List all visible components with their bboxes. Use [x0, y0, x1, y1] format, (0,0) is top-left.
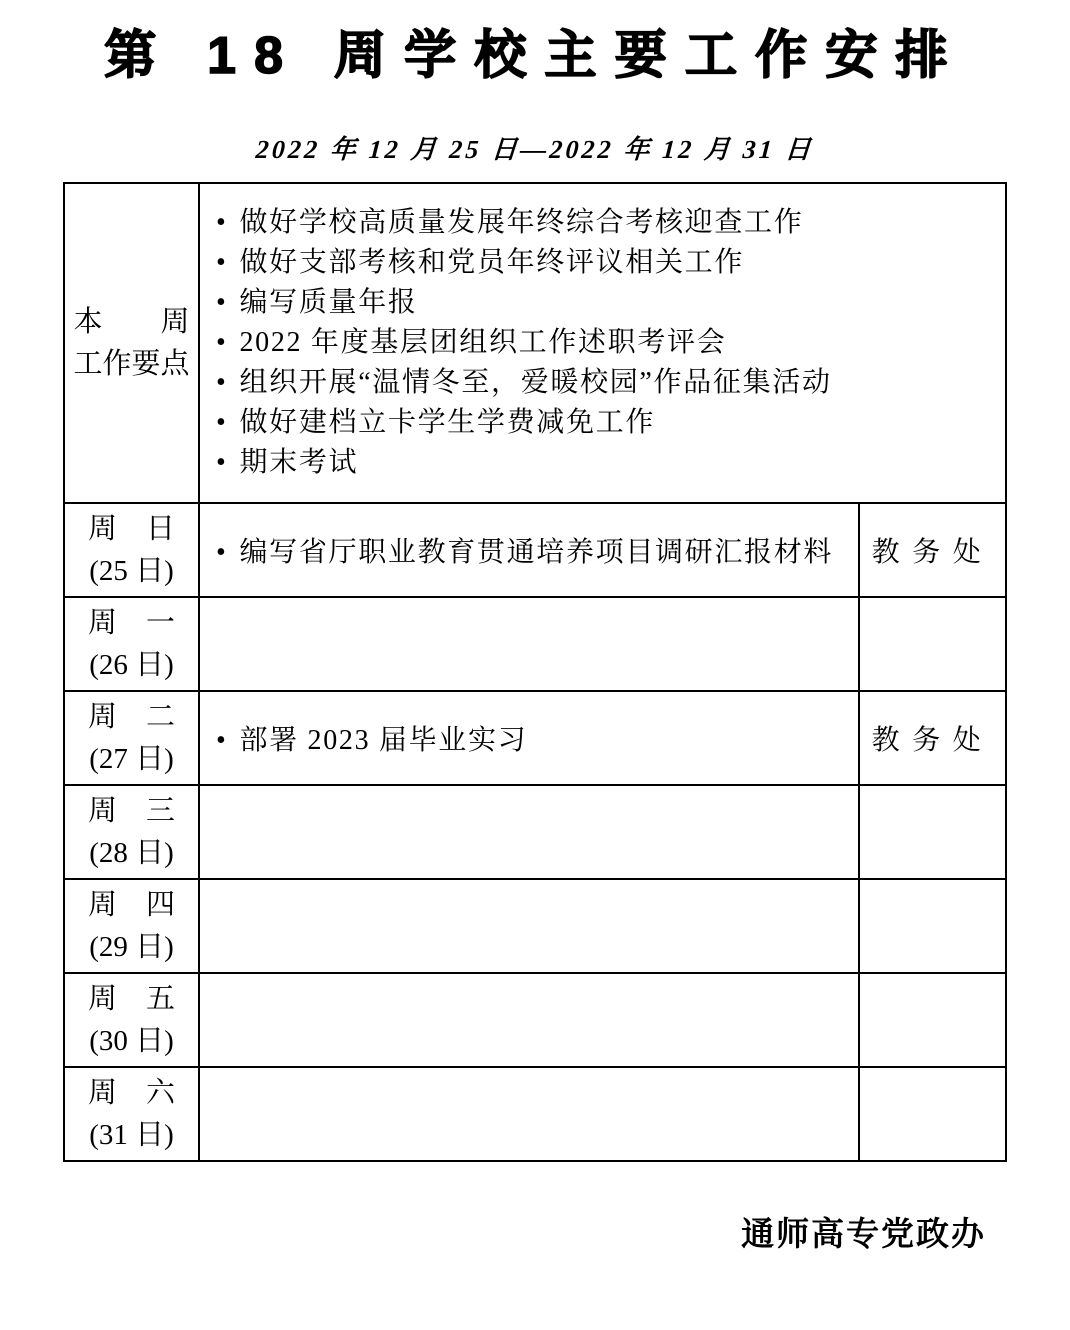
dept-cell: [859, 1067, 1006, 1161]
day-name: 周 二: [87, 701, 175, 733]
day-date: (31 日): [89, 1119, 174, 1151]
list-item: [216, 443, 997, 483]
day-name: 周 六: [87, 1077, 175, 1109]
day-date: (27 日): [89, 743, 174, 775]
task-cell: [199, 973, 859, 1067]
weekly-focus-header-line1: 本 周: [73, 306, 190, 338]
bullet-icon: •: [216, 537, 228, 568]
day-row-saturday: [64, 1067, 1006, 1161]
dept-cell: [859, 879, 1006, 973]
list-item: [216, 283, 997, 323]
day-cell: [64, 973, 199, 1067]
day-date: (29 日): [89, 931, 174, 963]
weekly-focus-cell: [199, 183, 1006, 503]
dept-cell: 教务处: [859, 503, 1006, 597]
task-cell: [199, 879, 859, 973]
task-cell: [199, 597, 859, 691]
day-date: (25 日): [89, 555, 174, 587]
signature: 通师高专党政办: [741, 1217, 986, 1253]
day-row-monday: [64, 597, 1006, 691]
focus-item-text: 期末考试: [239, 447, 359, 478]
focus-item-text: 做好支部考核和党员年终评议相关工作: [239, 247, 745, 278]
task-text: 部署 2023 届毕业实习: [239, 725, 528, 756]
day-cell: [64, 503, 199, 597]
bullet-icon: •: [216, 407, 228, 438]
day-cell: [64, 597, 199, 691]
focus-item-text: 组织开展“温情冬至，爱暖校园”作品征集活动: [239, 367, 832, 398]
focus-item-text: 做好学校高质量发展年终综合考核迎查工作: [239, 207, 804, 238]
day-row-sunday: [64, 503, 1006, 597]
page-title: 第 18 周学校主要工作安排: [104, 27, 966, 85]
dept-cell: [859, 785, 1006, 879]
day-name: 周 一: [87, 607, 175, 639]
task-cell: [199, 503, 859, 597]
list-item: [216, 403, 997, 443]
task-cell: [199, 691, 859, 785]
day-row-friday: [64, 973, 1006, 1067]
bullet-icon: •: [216, 327, 228, 358]
bullet-icon: •: [216, 247, 228, 278]
list-item: [216, 243, 997, 283]
day-name: 周 四: [87, 889, 175, 921]
day-cell: [64, 1067, 199, 1161]
day-name: 周 三: [87, 795, 175, 827]
task-text: 编写省厅职业教育贯通培养项目调研汇报材料: [239, 537, 834, 568]
focus-item-text: 2022 年度基层团组织工作述职考评会: [239, 327, 727, 358]
day-row-wednesday: [64, 785, 1006, 879]
dept-cell: 教务处: [859, 691, 1006, 785]
day-cell: [64, 785, 199, 879]
dept-cell: [859, 973, 1006, 1067]
day-date: (26 日): [89, 649, 174, 681]
list-item: [216, 203, 997, 243]
list-item: [216, 323, 997, 363]
task-cell: [199, 785, 859, 879]
day-date: (30 日): [89, 1025, 174, 1057]
weekly-focus-header: [64, 183, 199, 503]
bullet-icon: •: [216, 287, 228, 318]
bullet-icon: •: [216, 447, 228, 478]
focus-list: [216, 203, 997, 483]
day-name: 周 五: [87, 983, 175, 1015]
weekly-focus-row: [64, 183, 1006, 503]
bullet-icon: •: [216, 207, 228, 238]
bullet-icon: •: [216, 725, 228, 756]
day-row-tuesday: [64, 691, 1006, 785]
task-cell: [199, 1067, 859, 1161]
focus-item-text: 编写质量年报: [239, 287, 418, 318]
schedule-table: [63, 182, 1007, 1162]
weekly-focus-header-line2: 工作要点: [73, 348, 190, 380]
day-name: 周 日: [87, 513, 175, 545]
date-range: 2022 年 12 月 25 日—2022 年 12 月 31 日: [254, 135, 815, 164]
bullet-icon: •: [216, 367, 228, 398]
focus-item-text: 做好建档立卡学生学费减免工作: [239, 407, 656, 438]
day-row-thursday: [64, 879, 1006, 973]
list-item: [216, 363, 997, 403]
day-cell: [64, 879, 199, 973]
day-date: (28 日): [89, 837, 174, 869]
dept-cell: [859, 597, 1006, 691]
day-cell: [64, 691, 199, 785]
